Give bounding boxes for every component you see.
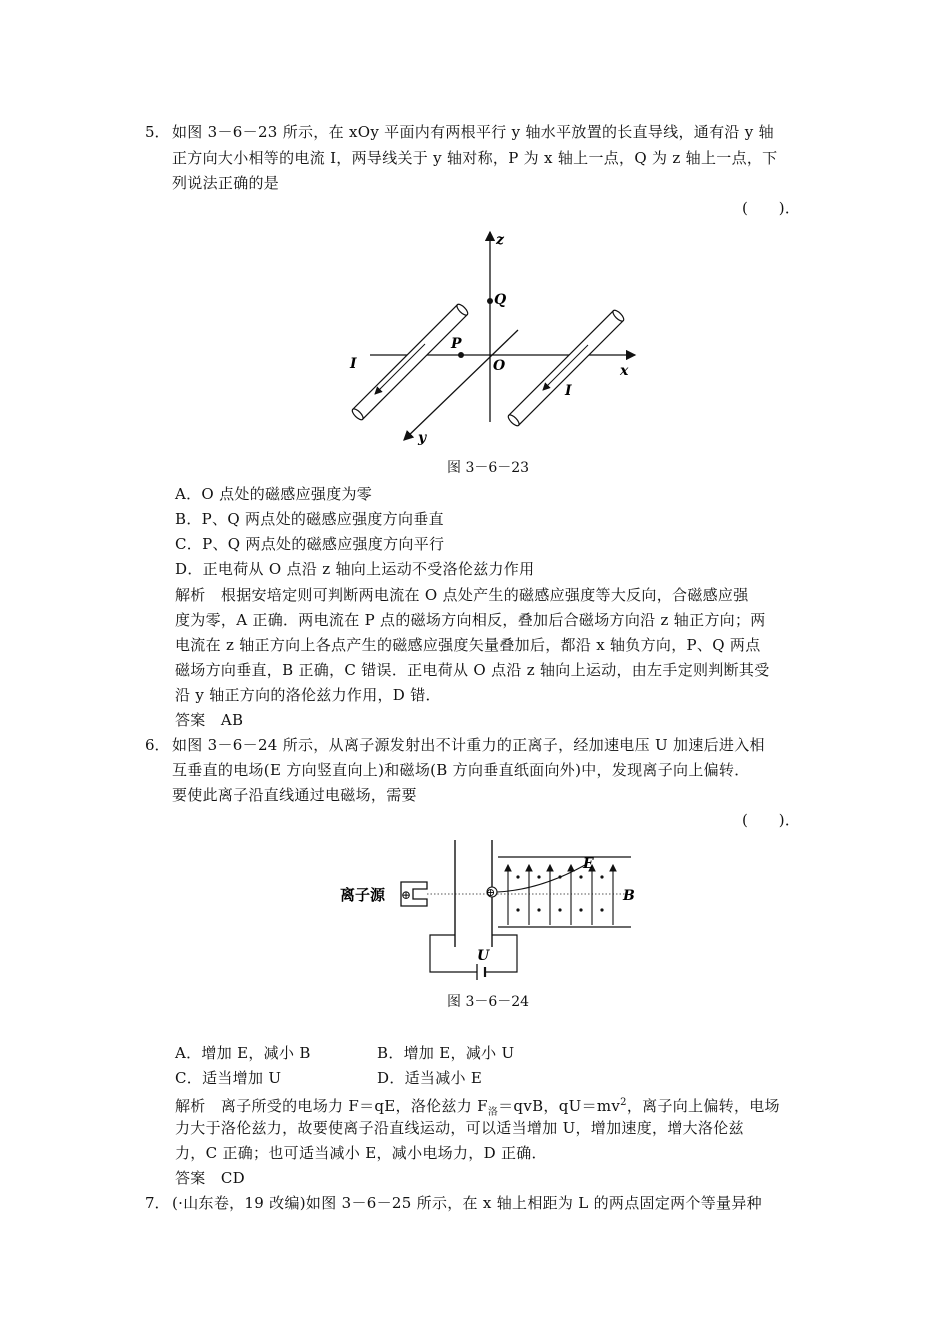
point-Q <box>487 298 493 304</box>
q5-number: 5． <box>145 123 170 141</box>
circuit-wire-right <box>485 935 517 972</box>
q6-option-b: B．增加 E，减小 U <box>377 1044 515 1062</box>
figure-3-6-23 <box>330 222 650 457</box>
left-wire <box>351 303 470 422</box>
label-ion-source: 离子源 <box>340 886 386 904</box>
q5-analysis-line-1: 解析 根据安培定则可判断两电流在 O 点处产生的磁感应强度等大反向，合磁感应强 <box>175 586 749 604</box>
q6-answer-paren: ( )． <box>742 811 801 829</box>
figure-3-6-24-caption: 图 3－6－24 <box>447 994 530 1010</box>
q6-number: 6． <box>145 736 170 754</box>
figure-3-6-23-caption: 图 3－6－23 <box>447 460 530 476</box>
q6-stem-line-3: 要使此离子沿直线通过电磁场，需要 <box>172 786 417 804</box>
label-U: U <box>477 948 490 964</box>
label-I-right: I <box>565 383 572 399</box>
q6-analysis-line-3: 力，C 正确；也可适当减小 E，减小电场力，D 正确． <box>175 1144 547 1162</box>
label-y: y <box>418 430 427 446</box>
q6-option-c: C．适当增加 U <box>175 1069 282 1087</box>
q5-option-a: A．O 点处的磁感应强度为零 <box>175 485 373 503</box>
q5-analysis-line-2: 度为零，A 正确．两电流在 P 点的磁场方向相反，叠加后合磁场方向沿 z 轴正方向；两 <box>175 611 766 629</box>
figure-3-6-24 <box>335 835 645 980</box>
ion-trajectory <box>497 865 585 892</box>
q6-analysis-line-2: 力大于洛伦兹力，故要使离子沿直线运动，可以适当增加 U，增加速度，增大洛伦兹 <box>175 1119 744 1137</box>
q5-analysis-line-5: 沿 y 轴正方向的洛伦兹力作用，D 错． <box>175 686 441 704</box>
e-field-arrows <box>508 865 613 925</box>
q6-analysis-text-2: ＝qvB，qU＝mv <box>498 1097 621 1115</box>
label-I-left: I <box>350 356 357 372</box>
ion-source-symbol: ⊕ <box>401 888 412 902</box>
q5-stem-line-1: 如图 3－6－23 所示，在 xOy 平面内有两根平行 y 轴水平放置的长直导线，通有沿 y 轴 <box>172 123 774 141</box>
q5-stem-line-3: 列说法正确的是 <box>172 174 280 192</box>
q6-option-d: D．适当减小 E <box>377 1069 483 1087</box>
q5-stem-line-2: 正方向大小相等的电流 I，两导线关于 y 轴对称，P 为 x 轴上一点，Q 为 z 轴上一点，下 <box>172 149 778 167</box>
q6-option-a: A．增加 E，减小 B <box>175 1044 311 1062</box>
q6-stem-line-2: 互垂直的电场(E 方向竖直向上)和磁场(B 方向垂直纸面向外)中，发现离子向上偏转． <box>172 761 750 779</box>
velocity-squared: 2 <box>620 1097 627 1108</box>
q5-option-d: D．正电荷从 O 点沿 z 轴向上运动不受洛伦兹力作用 <box>175 560 535 578</box>
q5-option-c: C．P、Q 两点处的磁感应强度方向平行 <box>175 535 445 553</box>
q6-answer: 答案 CD <box>175 1169 246 1187</box>
label-B: B <box>623 888 635 904</box>
q5-answer-paren: ( )． <box>742 199 801 217</box>
label-E: E <box>583 856 594 872</box>
circuit-wire <box>430 935 477 972</box>
left-current-arrow <box>375 344 425 394</box>
q6-stem-line-1: 如图 3－6－24 所示，从离子源发射出不计重力的正离子，经加速电压 U 加速后进入相 <box>172 736 765 754</box>
q6-analysis-text-1: 解析 离子所受的电场力 F＝qE，洛伦兹力 F <box>175 1097 488 1115</box>
label-x: x <box>620 363 629 379</box>
q7-number: 7． <box>145 1194 170 1212</box>
q7-stem-line-1: (·山东卷，19 改编)如图 3－6－25 所示，在 x 轴上相距为 L 的两点固定两个等量异种 <box>172 1194 762 1212</box>
q5-option-b: B．P、Q 两点处的磁感应强度方向垂直 <box>175 510 444 528</box>
q5-analysis-line-4: 磁场方向垂直，B 正确，C 错误．正电荷从 O 点沿 z 轴向上运动，由左手定则判断其受 <box>175 661 770 679</box>
point-P <box>458 352 464 358</box>
label-O: O <box>493 358 506 374</box>
q5-analysis-line-3: 电流在 z 轴正方向上各点产生的磁感应强度矢量叠加后，都沿 x 轴负方向，P、Q 两点 <box>175 636 761 654</box>
label-Q: Q <box>494 292 507 308</box>
right-wire <box>507 309 626 428</box>
q6-analysis-text-3: ，离子向上偏转，电场 <box>626 1097 780 1115</box>
lorentz-subscript: 洛 <box>487 1107 499 1118</box>
q5-answer: 答案 AB <box>175 711 244 729</box>
ion-symbol: ⊕ <box>486 886 496 899</box>
label-z: z <box>496 232 504 248</box>
label-P: P <box>451 336 462 352</box>
